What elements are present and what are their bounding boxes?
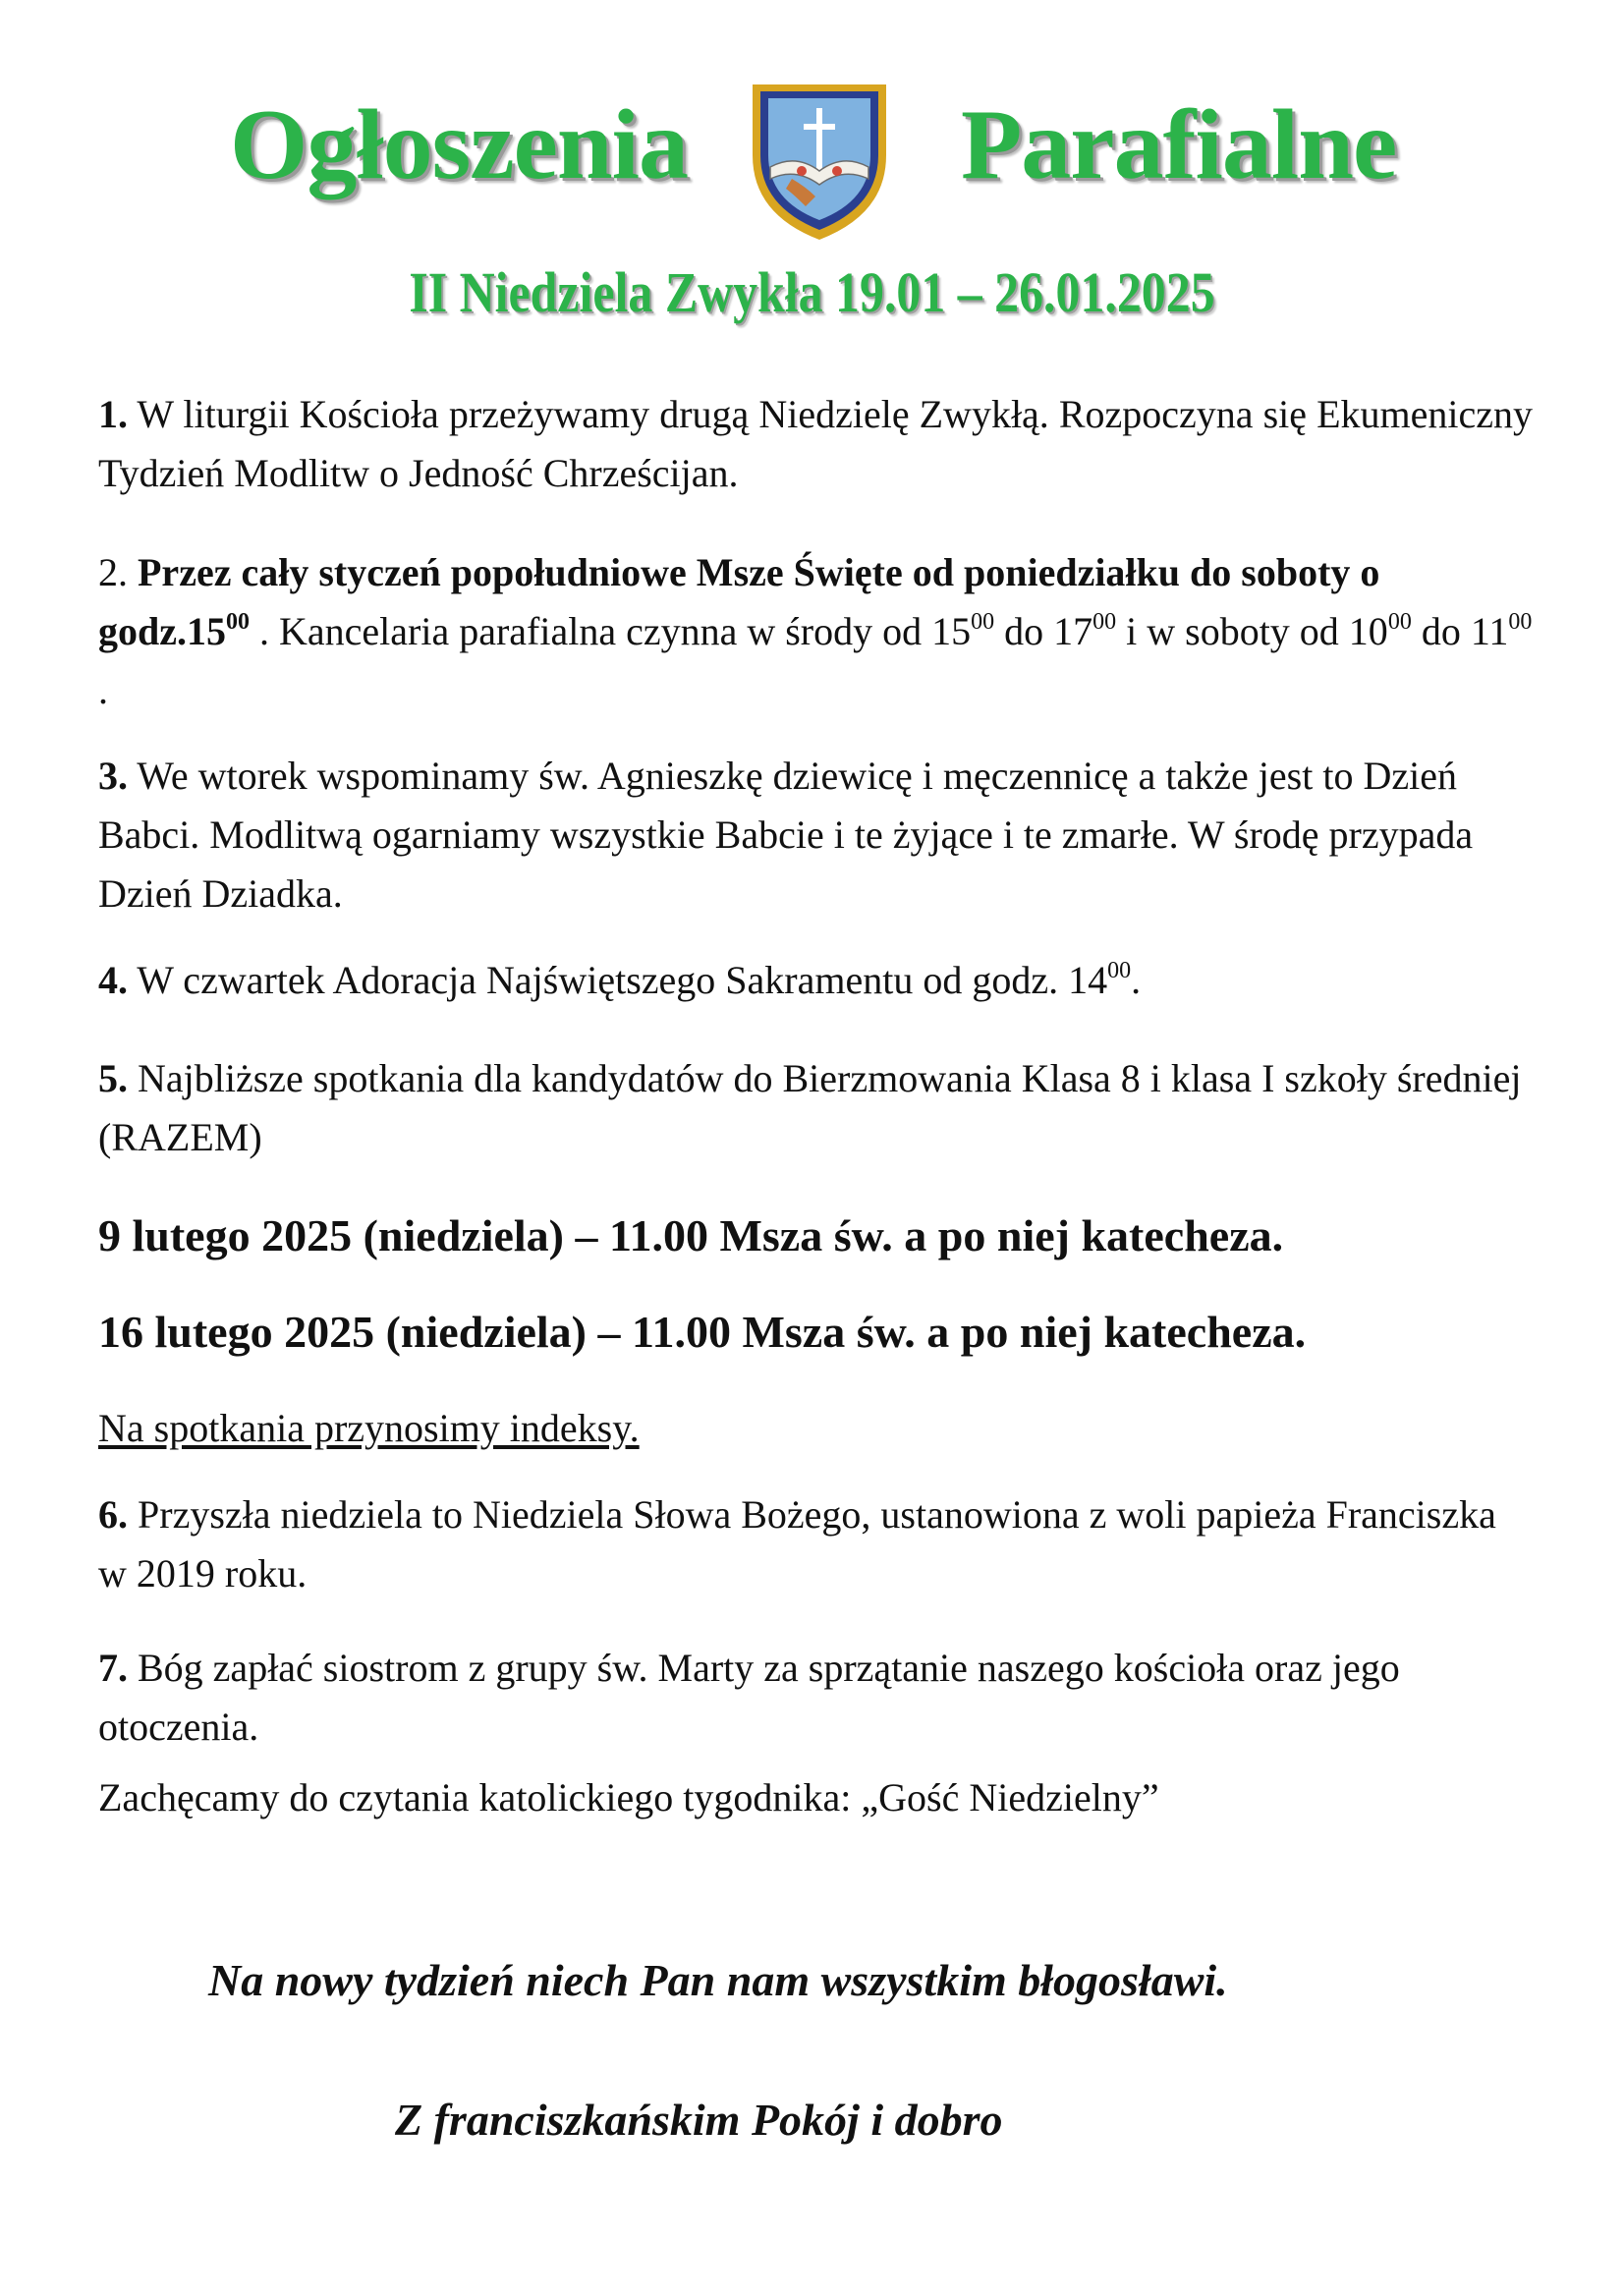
announcement-2 [98, 543, 1533, 720]
item-text: do 17 [994, 609, 1093, 653]
item-text-end: . [1131, 958, 1142, 1002]
item-number: 7. [98, 1646, 128, 1690]
announcement-5 [98, 1049, 1533, 1167]
item-text: Bóg zapłać siostrom z grupy św. Marty za sprzątanie naszego kościoła oraz jego otoczenia. [98, 1646, 1400, 1749]
item-text: We wtorek wspominamy św. Agnieszkę dziewicę i męczennicę a także jest to Dzień Babci. Modlitwą ogarniamy wszystkie Babcie i te żyjące i te zmarłe. W środę przypada Dzień Dziadka. [98, 754, 1474, 916]
item-number: 5. [98, 1056, 128, 1100]
item-number: 4. [98, 958, 128, 1002]
item-text: Najbliższe spotkania dla kandydatów do Bierzmowania Klasa 8 i klasa I szkoły średniej (RAZEM) [98, 1056, 1522, 1159]
item-text: do 11 [1411, 609, 1509, 653]
indeks-note [98, 1399, 1533, 1458]
item-text: W liturgii Kościoła przeżywamy drugą Niedzielę Zwykłą. Rozpoczyna się Ekumeniczny Tydzień Modlitw o Jedność Chrześcijan. [98, 392, 1533, 495]
header-title-left: Ogłoszenia [230, 89, 688, 200]
item-text: . Kancelaria parafialna czynna w środy od 15 [250, 609, 972, 653]
item-number: 3. [98, 754, 128, 798]
announcement-3 [98, 747, 1533, 924]
announcement-7 [98, 1639, 1533, 1757]
item-number: 6. [98, 1492, 128, 1537]
underlined-note: Na spotkania przynosimy indeksy. [98, 1406, 640, 1450]
blessing-line: Na nowy tydzień niech Pan nam wszystkim błogosławi. [208, 1955, 1228, 2005]
time-superscript: 00 [1508, 609, 1533, 635]
item-number: 2 [98, 550, 118, 594]
meeting-date-2: 16 lutego 2025 (niedziela) – 11.00 Msza św. a po niej katecheza. [98, 1307, 1307, 1357]
franciscan-crest-icon [747, 77, 892, 244]
announcement-1 [98, 385, 1533, 503]
time-superscript: 00 [226, 609, 250, 635]
item-number-dot: . [118, 550, 138, 594]
item-text: . [98, 668, 108, 712]
mass-schedule-text: Przez cały styczeń popołudniowe Msze Święte od poniedziałku do soboty o godz.15 [98, 550, 1380, 653]
meeting-date-1: 9 lutego 2025 (niedziela) – 11.00 Msza św. a po niej katecheza. [98, 1210, 1284, 1260]
franciscan-greeting: Z franciszkańskim Pokój i dobro [395, 2095, 1003, 2145]
time-superscript: 00 [1107, 958, 1132, 983]
header-title-right: Parafialne [961, 89, 1397, 200]
item-text: i w soboty od 10 [1116, 609, 1388, 653]
item-text: W czwartek Adoracja Najświętszego Sakramentu od godz. 14 [128, 958, 1108, 1002]
time-superscript: 00 [1387, 609, 1412, 635]
item-number: 1. [98, 392, 128, 436]
item-text: Przyszła niedziela to Niedziela Słowa Bożego, ustanowiona z woli papieża Franciszka w 2019 roku. [98, 1492, 1496, 1595]
magazine-invitation: Zachęcamy do czytania katolickiego tygodnika: „Gość Niedzielny” [98, 1775, 1159, 1819]
announcement-6 [98, 1485, 1533, 1603]
announcement-4 [98, 951, 1533, 1010]
time-superscript: 00 [971, 609, 995, 635]
time-superscript: 00 [1092, 609, 1117, 635]
date-range-subtitle: II Niedziela Zwykła 19.01 – 26.01.2025 [409, 260, 1215, 324]
